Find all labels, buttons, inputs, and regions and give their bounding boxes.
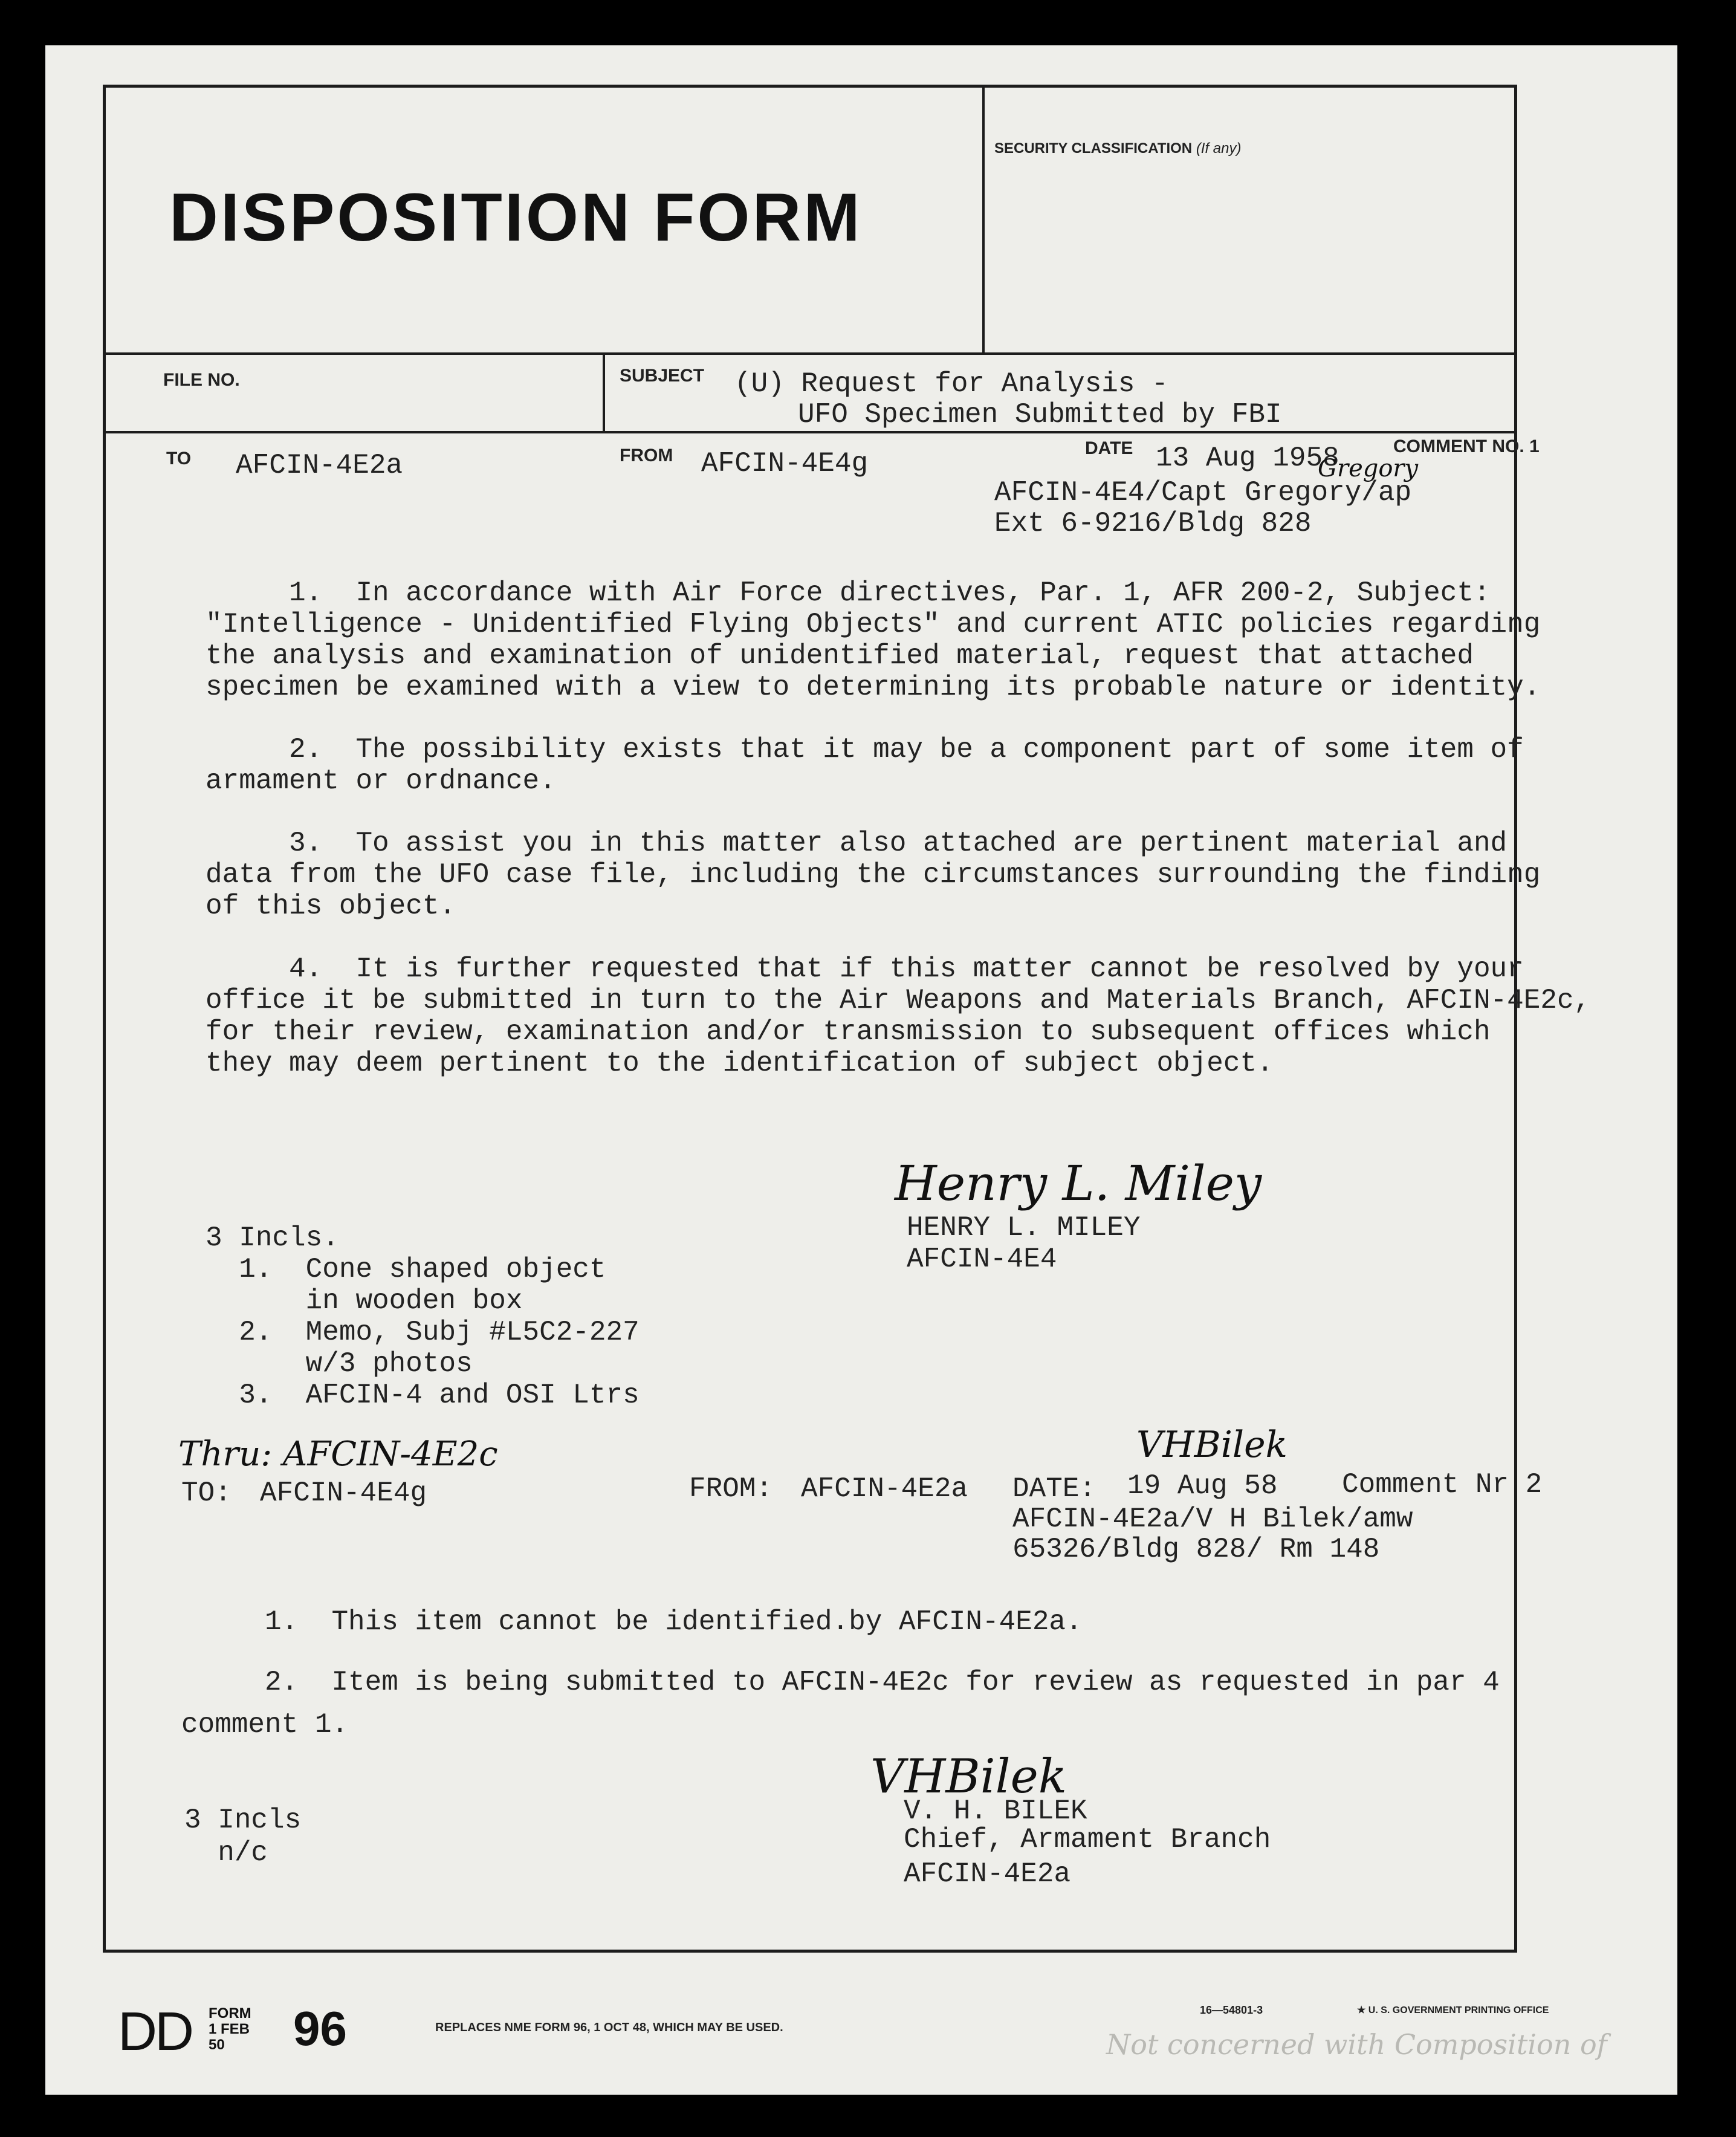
c1-para4-line3: for their review, examination and/or transmission to subsequent offices which (206, 1016, 1491, 1048)
c1-para2-line2: armament or ordnance. (206, 765, 556, 797)
footer-print-code: 16—54801-3 (1200, 2004, 1263, 2016)
c2-to-label: TO: (181, 1477, 232, 1509)
c1-para1-line1: 1. In accordance with Air Force directives, Par. 1, AFR 200-2, Subject: (206, 577, 1491, 609)
comment1-from: AFCIN-4E4g (701, 448, 869, 479)
c2-from-label: FROM: (689, 1473, 773, 1505)
from-label: FROM (620, 446, 673, 465)
c1-signer-office: AFCIN-4E4 (907, 1244, 1057, 1275)
footer-gpo: ★ U. S. GOVERNMENT PRINTING OFFICE (1357, 2005, 1549, 2015)
bilek-initials: VHBilek (1136, 1424, 1287, 1466)
c1-para3-line3: of this object. (206, 890, 456, 922)
c2-para1-line1: 1. This item cannot be identified.by AFCIN-4E2a. (181, 1606, 1083, 1638)
footer-dd: DD (118, 2002, 192, 2062)
c1-para4-line4: they may deem pertinent to the identification of subject object. (206, 1048, 1274, 1079)
subject-line-1: (U) Request for Analysis - (734, 368, 1168, 400)
c1-para4-line2: office it be submitted in turn to the Air Weapons and Materials Branch, AFCIN-4E2c, (206, 985, 1591, 1016)
footer-form-number: 96 (293, 2002, 347, 2055)
file-no-label: FILE NO. (163, 370, 240, 390)
security-classification-label: SECURITY CLASSIFICATION (If any) (994, 140, 1242, 157)
comment-no-label: COMMENT NO. 1 (1393, 436, 1540, 456)
footer-form-date: FORM 1 FEB 50 (209, 2005, 251, 2053)
c1-incl-0: 3 Incls. (206, 1222, 339, 1254)
c2-incl-1: n/c (184, 1837, 268, 1869)
c1-para1-line3: the analysis and examination of unidentified material, request that attached (206, 640, 1474, 672)
to-label: TO (166, 449, 192, 469)
c2-originator-2: 65326/Bldg 828/ Rm 148 (1012, 1534, 1380, 1565)
comment1-originator-1: AFCIN-4E4/Capt Gregory/ap (994, 477, 1412, 508)
c2-signer-title: Chief, Armament Branch (904, 1824, 1271, 1855)
c2-comment-label: Comment Nr 2 (1342, 1469, 1543, 1500)
subject-divider (103, 431, 1517, 433)
marginal-pencil-note: Not concerned with Composition of (1106, 2028, 1607, 2061)
file-subject-divider (603, 354, 605, 432)
header-divider (103, 352, 1517, 355)
c2-to: AFCIN-4E4g (260, 1477, 427, 1509)
c2-incl-0: 3 Incls (184, 1805, 302, 1836)
miley-signature: Henry L. Miley (895, 1155, 1262, 1211)
form-title: DISPOSITION FORM (169, 180, 863, 255)
c1-para3-line2: data from the UFO case file, including the circumstances surrounding the finding (206, 859, 1541, 890)
c1-para3-line1: 3. To assist you in this matter also attached are pertinent material and (206, 828, 1508, 859)
c1-signer-name: HENRY L. MILEY (907, 1212, 1141, 1244)
comment1-date: 13 Aug 1958 (1156, 443, 1339, 474)
footer-replaces: REPLACES NME FORM 96, 1 OCT 48, WHICH MAY BE USED. (435, 2021, 783, 2034)
c1-para1-line4: specimen be examined with a view to determining its probable nature or identity. (206, 672, 1541, 703)
bilek-signature: VHBilek (870, 1749, 1067, 1804)
comment1-originator-2: Ext 6-9216/Bldg 828 (994, 508, 1312, 539)
handwritten-gregory: Gregory (1318, 455, 1419, 482)
c2-originator-1: AFCIN-4E2a/V H Bilek/amw (1012, 1503, 1413, 1535)
c2-from: AFCIN-4E2a (801, 1473, 968, 1505)
c1-incl-3: 2. Memo, Subj #L5C2-227 (206, 1317, 640, 1348)
handwritten-thru: Thru: AFCIN-4E2c (178, 1435, 498, 1474)
comment1-to: AFCIN-4E2a (236, 450, 403, 481)
c1-incl-1: 1. Cone shaped object (206, 1254, 606, 1285)
c1-para1-line2: "Intelligence - Unidentified Flying Objects" and current ATIC policies regarding (206, 609, 1541, 640)
c2-date: 19 Aug 58 (1127, 1470, 1278, 1502)
date-label: DATE (1085, 438, 1133, 458)
subject-label: SUBJECT (620, 366, 705, 386)
c2-para2-line2: comment 1. (181, 1709, 349, 1740)
c1-incl-2: in wooden box (206, 1285, 523, 1317)
c1-para2-line1: 2. The possibility exists that it may be a component part of some item of (206, 734, 1524, 765)
c2-signer-name: V. H. BILEK (904, 1795, 1087, 1827)
c1-incl-5: 3. AFCIN-4 and OSI Ltrs (206, 1380, 640, 1411)
security-box-divider (982, 85, 985, 354)
c2-para2-line1: 2. Item is being submitted to AFCIN-4E2c for review as requested in par 4 (181, 1667, 1500, 1698)
c1-para4-line1: 4. It is further requested that if this matter cannot be resolved by your (206, 953, 1524, 985)
subject-line-2: UFO Specimen Submitted by FBI (798, 399, 1282, 430)
c2-signer-office: AFCIN-4E2a (904, 1858, 1071, 1890)
c2-date-label: DATE: (1012, 1473, 1096, 1505)
c1-incl-4: w/3 photos (206, 1348, 473, 1380)
